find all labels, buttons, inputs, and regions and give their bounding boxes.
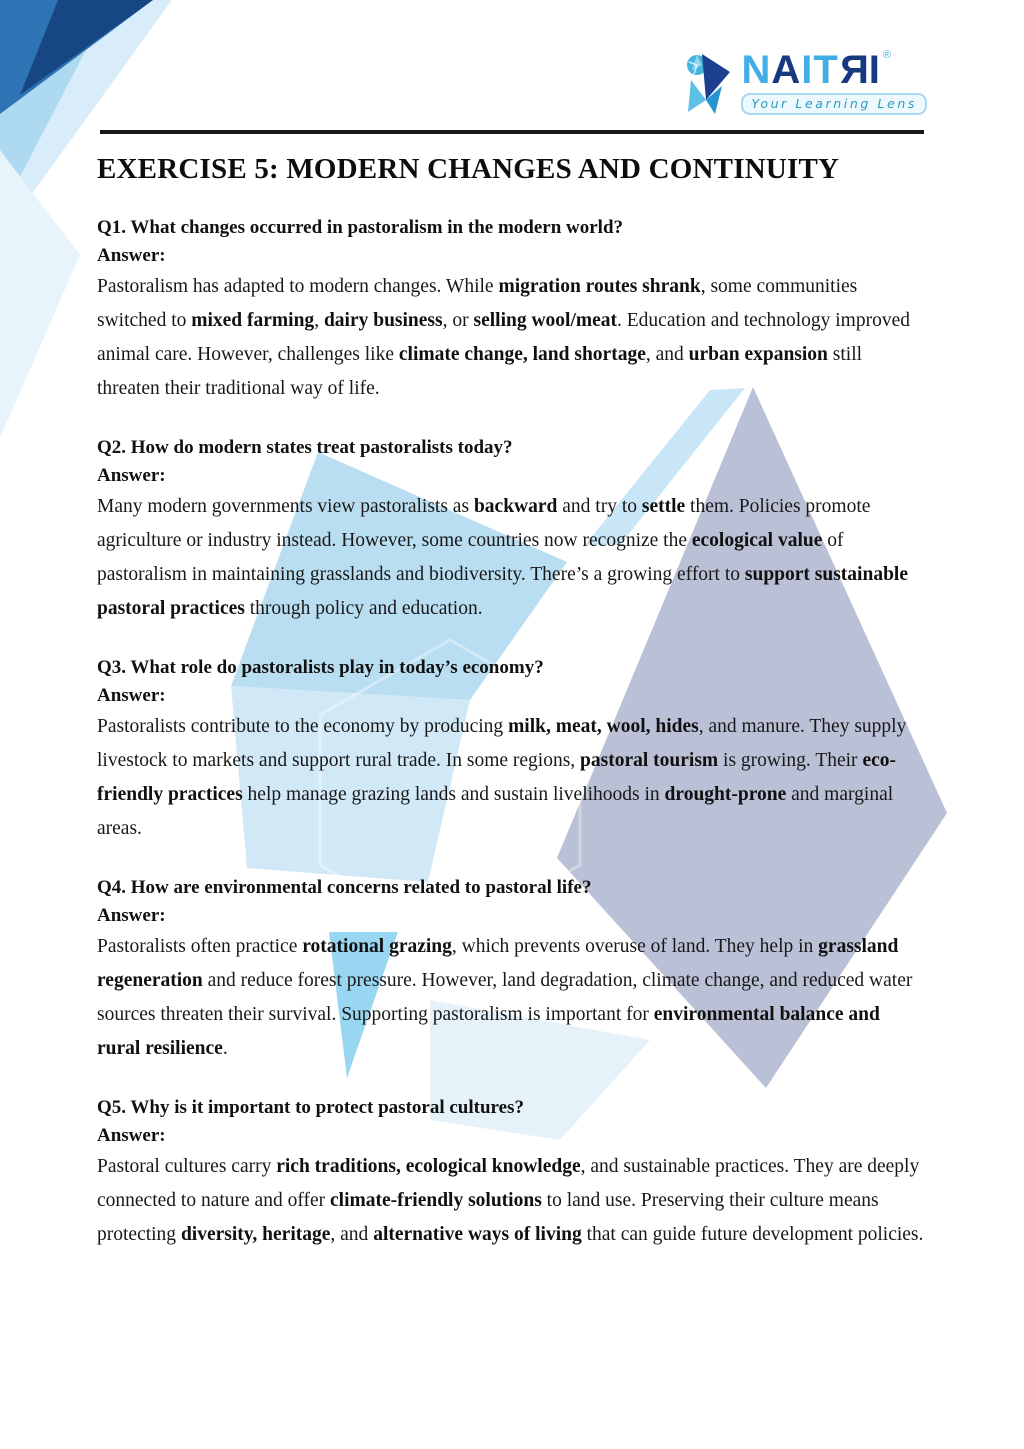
answer-label: Answer: [97, 245, 166, 266]
answer-bold-segment: alternative ways of living [373, 1224, 582, 1245]
answer-bold-segment: drought-prone [664, 784, 787, 805]
question-heading: Q3. What role do pastoralists play in today’s economy? [97, 657, 544, 678]
qa-block [97, 1094, 926, 1252]
answer-bold-segment: settle [641, 496, 686, 517]
answer-label: Answer: [97, 465, 166, 486]
answer-bold-segment: rich traditions, ecological knowledge [276, 1156, 581, 1177]
naitri-tagline [741, 93, 927, 115]
naitri-logo-icon [682, 50, 736, 116]
answer-bold-segment: climate-friendly solutions [330, 1190, 542, 1211]
answer-label: Answer: [97, 905, 166, 926]
answer-text: Pastoral cultures carry rich traditions, ecological knowledge, and sustainable practices. They are deeply connected to nature and offer climate-friendly solutions to land use. Preserving their culture means protecting diversity, heritage, and alternative ways of living that can guide future development policies. [97, 1156, 924, 1245]
tagline-text: Your Learning Lens [751, 96, 917, 111]
answer-text: Pastoralists contribute to the economy by producing milk, meat, wool, hides, and manure. They supply livestock to markets and support rural trade. In some regions, pastoral tourism is growing. Their eco-friendly practices help manage grazing lands and sustain livelihoods in drought-prone and marginal areas. [97, 716, 907, 839]
qa-list [97, 214, 926, 1252]
wordmark-letter: I [868, 48, 881, 92]
answer-text: Pastoralists often practice rotational grazing, which prevents overuse of land. They help in grassland regeneration and reduce forest pressure. However, land degradation, climate change, and reduced water sources threaten their survival. Supporting pastoralism is important for environmental balance and rural resilience. [97, 936, 913, 1059]
naitri-wordmark [741, 50, 880, 90]
answer-label: Answer: [97, 685, 166, 706]
header-divider [100, 130, 924, 134]
answer-bold-segment: selling wool/meat [473, 310, 618, 331]
answer-text: Pastoralism has adapted to modern changes. While migration routes shrank, some communities switched to mixed farming, dairy business, or selling wool/meat. Education and technology improved animal care. However, challenges like climate change, land shortage, and urban expansion still threaten their traditional way of life. [97, 276, 910, 399]
page-title: EXERCISE 5: MODERN CHANGES AND CONTINUITY [97, 153, 840, 185]
answer-bold-segment: climate change, land shortage [398, 344, 646, 365]
question-heading: Q2. How do modern states treat pastoralists today? [97, 437, 513, 458]
question-heading: Q4. How are environmental concerns related to pastoral life? [97, 877, 592, 898]
wordmark-letter: N [741, 48, 772, 92]
answer-label: Answer: [97, 1125, 166, 1146]
wordmark-letter: T [813, 48, 839, 92]
answer-bold-segment: diversity, heritage [180, 1224, 331, 1245]
question-heading: Q5. Why is it important to protect pastoral cultures? [97, 1097, 524, 1118]
qa-block [97, 214, 926, 406]
wordmark-letter: R [838, 48, 869, 92]
answer-bold-segment: urban expansion [688, 344, 828, 365]
answer-bold-segment: dairy business [323, 310, 443, 331]
qa-block [97, 874, 926, 1066]
answer-bold-segment: grassland regeneration [97, 936, 899, 991]
answer-bold-segment: mixed farming [191, 310, 315, 331]
wordmark-letter: A [771, 48, 802, 92]
answer-bold-segment: backward [473, 496, 558, 517]
answer-bold-segment: milk, meat, wool, hides [508, 716, 699, 737]
answer-bold-segment: migration routes shrank [498, 276, 701, 297]
registered-trademark-symbol: ® [882, 49, 891, 61]
answer-bold-segment: support sustainable pastoral practices [97, 564, 908, 619]
answer-bold-segment: eco-friendly practices [97, 750, 896, 805]
answer-bold-segment: ecological value [691, 530, 823, 551]
answer-bold-segment: pastoral tourism [580, 750, 719, 771]
answer-bold-segment: rotational grazing [302, 936, 452, 957]
qa-block [97, 434, 926, 626]
qa-block [97, 654, 926, 846]
answer-text: Many modern governments view pastoralists as backward and try to settle them. Policies promote agriculture or industry instead. However, some countries now recognize the ecological value of pastoralism in maintaining grasslands and biodiversity. There’s a growing effort to support sustainable pastoral practices through policy and education. [97, 496, 908, 619]
wordmark-letter: I [801, 48, 814, 92]
naitri-logo [682, 50, 927, 116]
document-content [97, 152, 926, 1252]
question-heading: Q1. What changes occurred in pastoralism in the modern world? [97, 217, 624, 238]
answer-bold-segment: environmental balance and rural resilience [97, 1004, 880, 1059]
